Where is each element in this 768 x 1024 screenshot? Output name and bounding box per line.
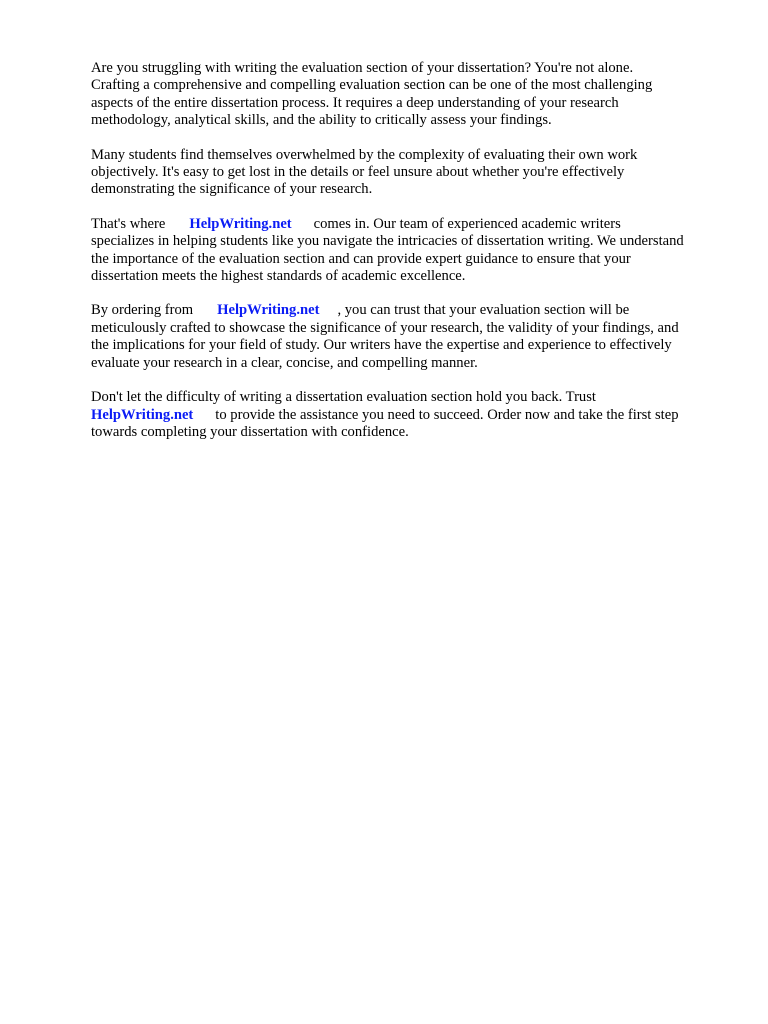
text-fragment: By ordering from <box>91 302 194 319</box>
text-line <box>91 216 731 233</box>
text-line: meticulously crafted to showcase the significance of your research, the validity of your findings, and <box>91 319 679 336</box>
paragraph-overwhelmed <box>91 147 731 199</box>
text-line: objectively. It's easy to get lost in the details or feel unsure about whether you're effectively <box>91 164 625 181</box>
text-line: Crafting a comprehensive and compelling evaluation section can be one of the most challenging <box>91 77 653 94</box>
text-line: specializes in helping students like you navigate the intricacies of dissertation writing. We understand <box>91 233 684 250</box>
paragraph-ordering <box>91 302 731 372</box>
paragraph-closing <box>91 389 731 441</box>
text-line: demonstrating the significance of your research. <box>91 181 373 198</box>
helpwriting-link[interactable]: HelpWriting.net <box>91 406 194 423</box>
text-line: Don't let the difficulty of writing a dissertation evaluation section hold you back. Trust <box>91 389 596 406</box>
text-line: evaluate your research in a clear, concise, and compelling manner. <box>91 354 478 371</box>
text-line: Are you struggling with writing the evaluation section of your dissertation? You're not alone. <box>91 60 634 76</box>
text-fragment: , you can trust that your evaluation section will be <box>337 302 630 319</box>
text-line <box>91 407 731 424</box>
text-fragment: comes in. Our team of experienced academic writers <box>313 215 621 232</box>
text-line <box>91 302 731 319</box>
text-line: methodology, analytical skills, and the ability to critically assess your findings. <box>91 112 552 129</box>
helpwriting-link[interactable]: HelpWriting.net <box>189 215 292 232</box>
text-fragment: to provide the assistance you need to succeed. Order now and take the first step <box>215 406 679 423</box>
paragraph-thats-where <box>91 216 731 286</box>
text-line: aspects of the entire dissertation process. It requires a deep understanding of your research <box>91 94 619 111</box>
text-line: Many students find themselves overwhelmed by the complexity of evaluating their own work <box>91 146 638 163</box>
text-fragment: That's where <box>91 215 166 232</box>
text-line: the importance of the evaluation section and can provide expert guidance to ensure that your <box>91 250 631 267</box>
document-page <box>91 60 731 458</box>
text-line: towards completing your dissertation with confidence. <box>91 423 409 440</box>
text-line: dissertation meets the highest standards of academic excellence. <box>91 268 466 285</box>
text-line: the implications for your field of study. Our writers have the expertise and experience to effectively <box>91 337 672 354</box>
paragraph-intro <box>91 60 731 130</box>
helpwriting-link[interactable]: HelpWriting.net <box>217 302 320 319</box>
